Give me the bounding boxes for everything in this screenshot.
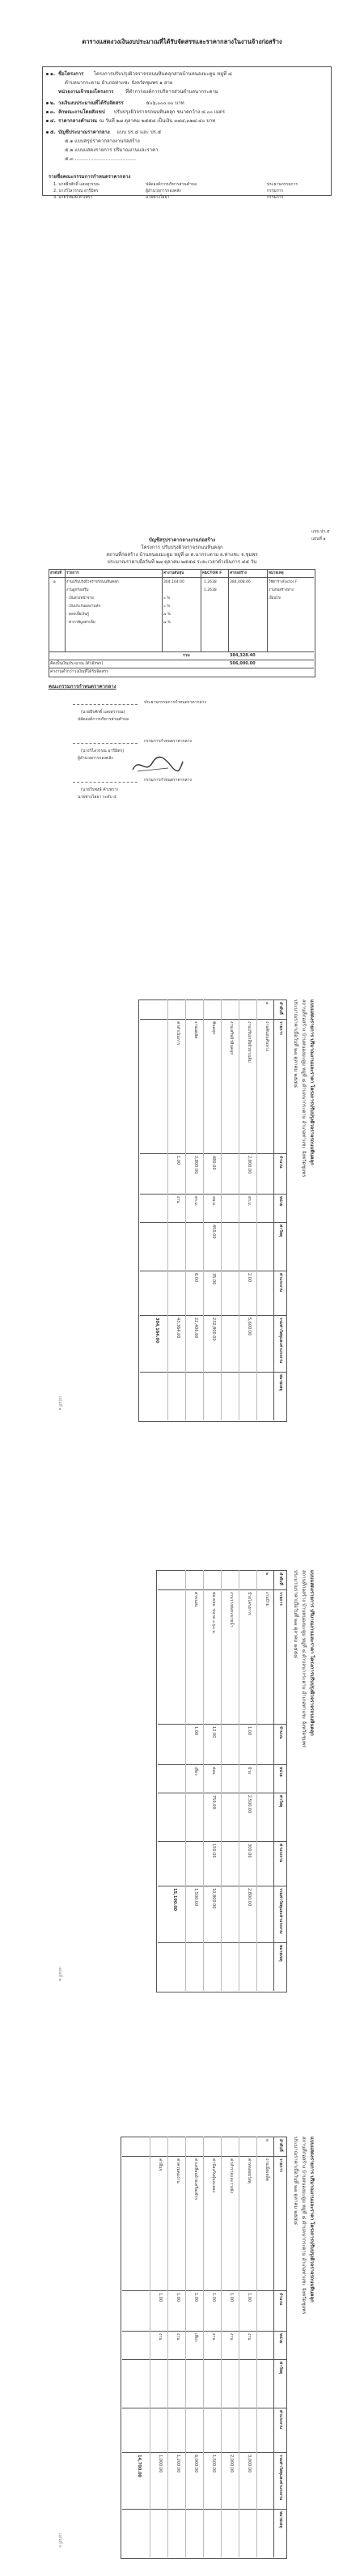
rotated-row-line [185,1570,186,1991]
table-cell-item: - เงินล่วงหน้าจ่าย [66,596,94,601]
committee-role: ประธานกรรมการ [267,182,298,187]
rotated-header-2: สถานที่ก่อสร้าง บ้านหนองมะตูม หมู่ที่ ๘ ตำบลนากระตาม อำเภอท่าแซะ จังหวัดชุมพร [301,1570,307,1748]
rotated-col-header: รายการ [278,1021,283,1035]
rotated-cell: 1.00 [229,2293,234,2302]
rotated-col-header: ค่าวัสดุ [278,1795,283,1808]
rotated-cell: 2,800.00 [193,1156,198,1174]
rotated-cell: 750.00 [211,1795,216,1810]
rotated-col-header: จำนวน [278,1726,283,1739]
table-cell-cost: ๗ % [163,621,171,625]
rotated-cell: 1.00 [176,1156,180,1165]
rotated-table-frame [121,2137,287,2559]
signature-role: กรรมการกำหนดราคากลาง [144,778,192,783]
rotated-page [0,1554,364,2007]
rotated-row-line [203,999,204,1420]
rotated-cell: งานเบ็ดเตล็ด [265,2158,269,2182]
table-col-line [65,569,66,651]
table-cell-note: งานก่อสร้างทาง [269,588,294,592]
rotated-cell: 12.00 [211,1726,216,1738]
rotated-cell: งาน [176,2333,180,2340]
rotated-content [53,1562,320,1999]
rotated-col-header: รวมค่าวัสดุและค่าแรงงาน [278,1318,283,1364]
table-sum-label: รวม [183,653,190,658]
rotated-cell: 1,500.00 [211,2455,216,2473]
table-cell-item: งานลูกรังเสริม [66,588,89,592]
sheet-number: แผ่นที่ ๑ [311,537,326,541]
rotated-row-line [203,2137,204,2557]
project-line: โครงการ ปรับปรุงผิวจราจรถนนหินคลุก [141,545,223,550]
signature-position: นายช่างโยธา ระดับ ๕ [78,795,117,800]
table-header-cell: FACTOR F [202,571,222,575]
item-label: วงเงินงบประมาณที่ได้รับจัดสรร [58,100,124,106]
rotated-table-frame [138,999,287,1422]
rotated-col-header: หน่วย [278,1196,283,1207]
rotated-col-line [158,1841,287,1842]
rotated-col-header: ลำดับที่ [278,1572,283,1585]
rotated-row-line [167,999,168,1420]
rotated-col-line [122,2359,287,2360]
rotated-cell: งาน [229,2333,234,2340]
rotated-cell: ค่าควบคุมงาน [176,2158,180,2183]
committee-position: นายช่างโยธา [146,195,170,200]
rotated-cell: 3,000.00 [247,2455,252,2473]
item-number: ๕. [50,129,56,135]
rotated-cell: 35.00 [211,1273,216,1285]
table-col-line [267,569,268,651]
rotated-col-header: รวมค่าวัสดุและค่าแรงงาน [278,1888,283,1934]
rotated-sheet: แผ่นที่ ๑ [57,1396,62,1411]
rotated-cell: งานป้าย [265,1592,269,1606]
rotated-col-header: ค่าวัสดุ [278,1224,283,1237]
item-text: ปรับปรุงผิวจราจรถนนหินคลุก ขนาดกว้าง ๔.๐๐ เมตร [113,109,225,115]
table-header-line [49,577,314,578]
rotated-cell: ๒ [265,1572,269,1576]
rotated-cell: 1.00 [211,2293,216,2302]
signature-position: ปลัดองค์การบริหารส่วนตำบล [78,717,129,722]
item-label: บัญชีประมาณราคากลาง [58,129,110,135]
rotated-cell: ป้ายโครงการ [247,1592,252,1615]
rotated-col-header: รายการ [278,2158,283,2172]
rotated-row-line [221,1570,222,1991]
rotated-col-header: รายการ [278,1592,283,1606]
rotated-cell: เที่ยว [193,1767,198,1776]
table-cell-item: งานปรับปรุงผิวจราจรถนนหินคลุก [66,580,119,584]
rotated-content [53,2128,320,2565]
rotated-header-line [273,1570,274,1991]
rotated-cell: เที่ยว [193,2333,198,2342]
form-code: แบบ ปร.๕ [311,529,330,534]
rotated-header-3: ประมาณราคาเมื่อวันที่ ๒๗ ตุลาคม ๒๕๕๘ [293,999,298,1088]
committee-position: ผู้อำนวยการกองคลัง [146,189,181,193]
rotated-cell: ท่อ คสล. ขนาด ๐.๖๐ ม. [211,1592,216,1635]
rotated-total: 304,164.00 [154,1318,159,1343]
rotated-col-header: จำนวน [278,1156,283,1169]
rotated-cell: 150.00 [211,1844,216,1858]
rotated-col-line [158,1589,287,1590]
signature-name: (นายวีรพงษ์ คำเพรา) [81,787,118,792]
rotated-cell: 1,000.00 [158,2455,163,2473]
rotated-col-header: หมายเหตุ [278,1374,283,1391]
rotated-col-header: จำนวน [278,2293,283,2306]
estimate-line: ประมาณราคาเมื่อวันที่ ๒๗ ตุลาคม ๒๕๕๘ ระยะเวลาดำเนินการ ๔๕ วัน [107,559,257,565]
rotated-col-header: ค่าแรงงาน [278,2410,283,2430]
rotated-col-header: หมายเหตุ [278,1945,283,1962]
rotated-sheet: แผ่นที่ ๒ [57,1967,62,1981]
rotated-cell: 2,800.00 [247,1156,252,1174]
item-text: โครงการปรับปรุงผิวจราจรถนนหินคลุกสายบ้านหนองมะตูม หมู่ที่ ๘ [93,71,232,77]
rotated-cell: งานวางท่อระบายน้ำ [229,1592,234,1628]
rotated-cell: ตร.ม. [247,1196,252,1207]
rotated-col-line [158,1942,287,1943]
item-text: ๕๐๖,๐๐๐.๐๐ บาท [146,100,184,106]
page-1 [0,0,364,243]
rotated-col-header: หมายเหตุ [278,2511,283,2528]
rotated-col-line [122,2290,287,2291]
table-cell-item: - ดอกเบี้ยเงินกู้ [66,613,89,617]
rotated-cell: ตร.ม. [193,1196,198,1207]
rotated-cell: ๑ [265,1002,269,1005]
rotated-cell: ค่าทดสอบวัสดุ [247,2158,252,2184]
signature-name: (นายธีรศักดิ์ แสงสุวรรณ) [81,710,125,715]
rotated-col-line [140,1315,287,1316]
rotated-col-line [140,1019,287,1020]
table-cell-item: - เงินประกันผลงานหัก [66,605,101,609]
rotated-cell: ค่าดำเนินการ [176,1021,180,1046]
rotated-cell: 1.00 [176,2293,180,2302]
rotated-col-line [140,1153,287,1154]
rotated-col-header: รวมค่าวัสดุและค่าแรงงาน [278,2455,283,2501]
rotated-cell: 232,800.00 [211,1318,216,1341]
rotated-row-line [203,1570,204,1991]
table-cell-cost: ๗ % [163,613,171,617]
committee-heading: รายชื่อคณะกรรมการกำหนดราคากลาง [49,174,131,180]
rotated-col-header: ลำดับที่ [278,1002,283,1015]
rotated-cell: 1.00 [247,2293,252,2302]
rotated-cell: ท่อน [211,1767,216,1775]
page-title: ตารางแสดงวงเงินงบประมาณที่ได้รับจัดสรรและราคากลางในงานจ้างก่อสร้าง [82,38,282,45]
item-text: ณ วันที่ ๒๗ ตุลาคม ๒๕๕๘ เป็นเงิน ๓๘๔,๓๒๘.๔๐ บาท [99,118,216,124]
item-text: ๕.๒ แบบแสดงรายการ ปริมาณงานและราคา [65,147,159,153]
rotated-cell: 22,400.00 [193,1318,198,1339]
committee-position: ปลัดองค์การบริหารส่วนตำบล [146,182,197,187]
rotated-cell: ลบ.ม. [211,1196,216,1207]
table-cell-note: เงื่อนไข [269,596,281,601]
table-budget-value: 506,000.00 [230,661,256,666]
rotated-cell: ค่าป้องกันฝุ่นละออง [211,2158,216,2192]
rotated-cell: 480.00 [211,1156,216,1170]
rotated-cell: 5,600.00 [247,1318,252,1336]
signature-role: กรรมการกำหนดราคากลาง [144,739,192,744]
table-cell-note: ใช้ตารางFactor F [269,580,298,584]
signature-line [73,704,138,705]
rotated-col-line [122,2156,287,2157]
table-header-cell: ลำดับที่ [50,571,62,575]
committee-role: กรรมการ [267,195,284,200]
rotated-row-line [221,999,222,1420]
rotated-col-line [122,2331,287,2332]
rotated-cell: งานเสริมผิวหินคลุก [229,1021,234,1055]
item-bullet [46,73,49,75]
item-number: ๒. [50,100,56,106]
rotated-row-line [221,2137,222,2557]
handwritten-signature [129,755,186,774]
committee-heading-2: คณะกรรมการกำหนดราคากลาง [49,684,116,690]
rotated-col-header: ค่าวัสดุ [278,2362,283,2374]
page-2 [0,526,364,866]
committee-role: กรรมการ [267,189,284,193]
rotated-col-line [140,1372,287,1373]
rotated-row-line [256,1570,257,1991]
rotated-col-line [140,1222,287,1223]
item-label: ลักษณะงานโดยสังเขป [58,109,105,115]
rotated-col-line [158,1724,287,1725]
rotated-cell: งาน [211,2333,216,2340]
committee-name: 1. นายธีรศักดิ์ แสงสุวรรณ [53,182,99,187]
rotated-row-line [256,2137,257,2557]
rotated-header-line [273,999,274,1420]
item-text: ๕.๑ แบบสรุปราคากลางงานก่อสร้าง [65,138,140,144]
rotated-page [0,983,364,1437]
rotated-table-frame [156,1570,287,1992]
table-col-line [228,569,229,651]
table-cell-no: ๑ [53,580,56,584]
rotated-row-line [256,999,257,1420]
rotated-page [0,2120,364,2574]
rotated-col-header: ค่าแรงงาน [278,1273,283,1292]
rotated-total: 14,700.00 [137,2455,142,2478]
item-number: ๑. [50,71,56,77]
rotated-cell: 1.00 [158,2293,163,2302]
signature-line [73,782,138,783]
item-text: ที่ทำการองค์การบริหารส่วนตำบลนากระตาม [125,89,218,95]
table-col-line [162,569,163,651]
item-bullet [46,120,49,122]
rotated-content [53,991,320,1428]
signature-role: ประธานกรรมการกำหนดราคากลาง [144,700,206,705]
location-line: สถานที่ก่อสร้าง บ้านหนองมะตูม หมู่ที่ ๘ ต.นากระตาม อ.ท่าแซะ จ.ชุมพร [106,552,258,558]
table-cell-factor: 1.2638 [204,588,217,592]
rotated-cell: ค่าขนส่ง [193,1592,198,1607]
table-cell-cost: ๐ % [163,596,171,601]
rotated-row-line [185,999,186,1420]
table-cell-cost: ๐ % [163,605,171,609]
item-number: ๔. [50,118,56,124]
item-number: ๓. [50,109,56,115]
rotated-cell: 10,800.00 [211,1888,216,1909]
rotated-cell: งานดินถมคันทาง [265,1021,269,1051]
table-sum-line [49,651,314,652]
rotated-cell: 1.00 [193,2293,198,2302]
table-cell-item: - ค่าภาษีมูลค่าเพิ่ม [66,621,95,625]
table-cell-cost: 304,164.00 [163,580,184,584]
rotated-col-line [140,1194,287,1195]
table-diff-label: ค่างานต่ำกว่าวงเงินที่ได้รับจัดสรร [50,669,108,674]
rotated-header-3: ประมาณราคาเมื่อวันที่ ๒๗ ตุลาคม ๒๕๕๘ [293,2137,298,2225]
table-cell-total: 384,408.46 [230,580,251,584]
rotated-cell: 2,000.00 [229,2455,234,2473]
item-bullet [46,131,49,134]
rotated-cell: งานบดอัด [193,1021,198,1039]
rotated-header-3: ประมาณราคาเมื่อวันที่ ๒๗ ตุลาคม ๒๕๕๘ [293,1570,298,1658]
org-title: บัญชีสรุปราคากลางงานก่อสร้าง [148,537,216,543]
rotated-row-line [167,2137,168,2557]
rotated-header-1: แบบแสดงรายการ ปริมาณงานและราคา โครงการปรับปรุงผิวจราจรถนนหินคลุก [309,1570,315,1736]
committee-name: 2. นางวิไลวรรณ อารีมิตร [53,189,99,193]
table-header-cell: ค่าก่อสร้าง [230,571,247,575]
rotated-header-2: สถานที่ก่อสร้าง บ้านหนองมะตูม หมู่ที่ ๘ ตำบลนากระตาม อำเภอท่าแซะ จังหวัดชุมพร [301,999,307,1178]
rotated-col-line [158,1764,287,1765]
rotated-col-header: ค่าแรงงาน [278,1844,283,1863]
rotated-cell: 8.00 [193,1273,198,1283]
rotated-cell: หินคลุก [211,1021,216,1035]
rotated-header-line [273,2137,274,2557]
rotated-cell: 6,000.00 [193,2455,198,2473]
rotated-cell: 1.00 [247,1726,252,1736]
committee-name: 3. นายวีรพงษ์ คำเพรา [53,195,93,200]
rotated-cell: 2,800.00 [247,1888,252,1907]
rotated-cell: 2.00 [247,1273,252,1283]
rotated-cell: ค่าอื่นๆ [158,2158,163,2171]
rotated-col-header: หน่วย [278,2333,283,2344]
item-bullet [46,111,49,113]
rotated-cell: 1,200.00 [176,2455,180,2473]
rotated-header-1: แบบแสดงรายการ ปริมาณงานและราคา โครงการปรับปรุงผิวจราจรถนนหินคลุก [309,2137,315,2302]
item-text: ๕.๓ ........................................ [65,156,137,162]
rotated-cell: ค่าเคลื่อนย้ายเครื่องจักร [193,2158,198,2200]
rotated-cell: 1,500.00 [193,1888,198,1907]
rotated-row-line [185,2137,186,2557]
table-header-cell: หมายเหตุ [269,571,284,575]
table-header-cell: รายการ [66,571,79,575]
rotated-cell: ๓ [265,2139,269,2142]
rotated-col-line [122,2452,287,2453]
rotated-cell: 300.00 [247,1844,252,1858]
rotated-header-1: แบบแสดงรายการ ปริมาณงานและราคา โครงการปรับปรุงผิวจราจรถนนหินคลุก [309,999,315,1165]
rotated-total: 15,100.00 [172,1888,177,1912]
rotated-cell: งาน [158,2333,163,2340]
rotated-col-header: หน่วย [278,1767,283,1777]
item-label: ราคากลางคำนวณ [58,118,98,124]
signature-position: ผู้อำนวยการกองคลัง [78,756,113,761]
item-bullet [46,102,49,104]
item-text: แบบ ปร.๔ และ ปร.๕ [116,129,162,135]
rotated-col-line [122,2509,287,2510]
rotated-cell: 43,364.00 [176,1318,180,1339]
rotated-cell: ค่าสำรวจและวางผัง [229,2158,234,2193]
rotated-cell: 1.00 [193,1726,198,1736]
table-header-cell: ค่างานต้นทุน [163,571,184,575]
rotated-sheet: แผ่นที่ ๓ [57,2533,62,2548]
rotated-cell: งาน [247,2333,252,2340]
rotated-cell: งาน [176,1196,180,1203]
signature-name: (นางวิไลวรรณ อารีมิตร) [81,749,125,753]
rotated-cell: 2,500.00 [247,1795,252,1814]
rotated-col-header: ลำดับที่ [278,2139,283,2152]
item-label: ชื่อโครงการ [58,71,84,77]
signature-line [73,743,138,744]
table-cell-factor: 1.2638 [204,580,217,584]
rotated-cell: 450.00 [211,1224,216,1239]
rotated-header-2: สถานที่ก่อสร้าง บ้านหนองมะตูม หมู่ที่ ๘ ตำบลนากระตาม อำเภอท่าแซะ จังหวัดชุมพร [301,2137,307,2315]
item-text: ตำบลนากระตาม อำเภอท่าแซะ จังหวัดชุมพร ๑ สาย [65,80,173,86]
item-label: หน่วยงานเจ้าของโครงการ [58,89,114,95]
table-sum-value: 384,328.40 [230,653,256,658]
rotated-cell: ป้าย [247,1767,252,1774]
table-budget-label: คิดเป็นเงินประมาณ (ตัวอักษร) [50,661,104,666]
rotated-cell: งานปรับเกลี่ยผิวทางเดิม [247,1021,252,1063]
